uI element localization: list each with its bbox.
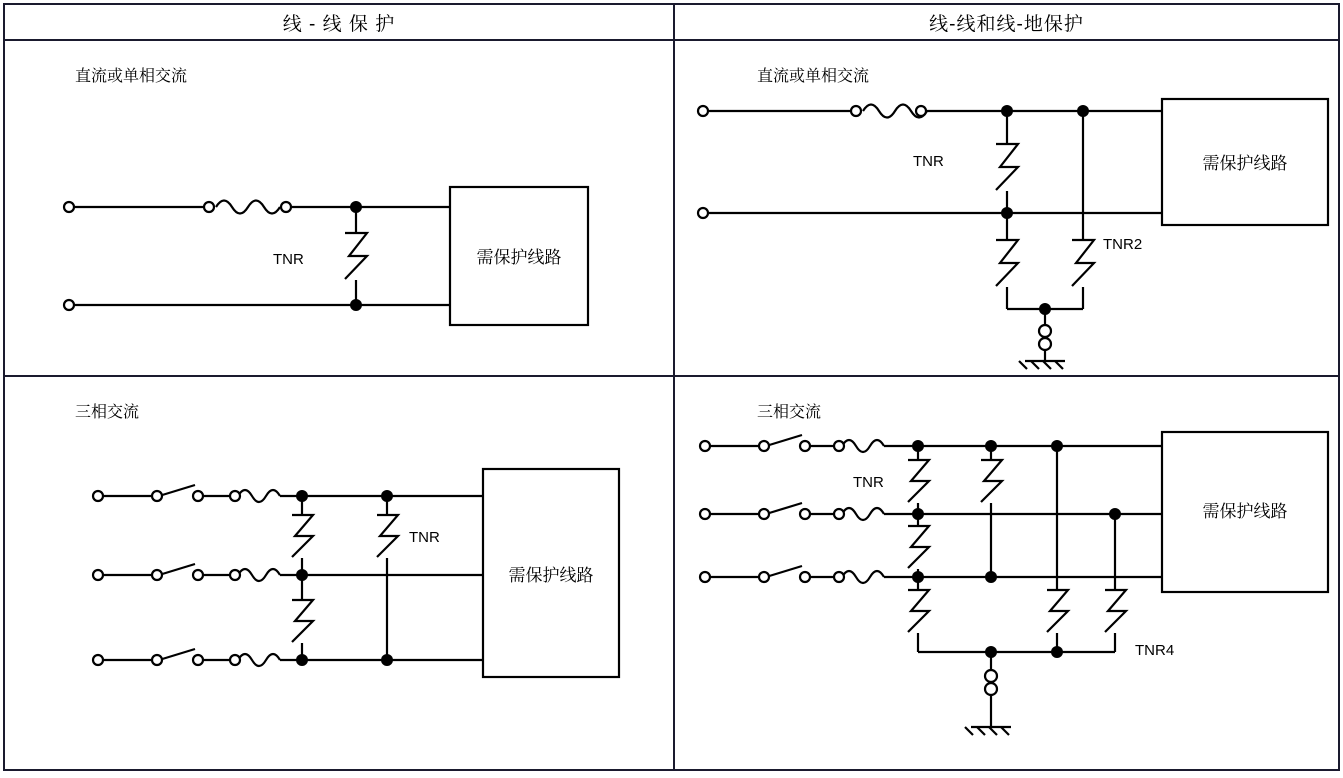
cell-title-dc-single-phase-left: 直流或单相交流 [75,68,188,85]
header-line-to-line-label: 线 - 线 保 护 [282,13,396,35]
label-tnr-2: TNR [913,153,944,170]
label-protected-circuit-1: 需保护线路 [476,248,562,267]
label-tnr2: TNR2 [1103,236,1143,253]
cell-line-to-line-dc-single-phase [5,41,675,377]
header-line-to-line [5,5,675,41]
cell-line-to-line-three-phase [5,377,675,769]
cell-title-three-phase-left: 三相交流 [75,404,140,421]
cell-title-dc-single-phase-right: 直流或单相交流 [757,68,870,85]
label-protected-circuit-2: 需保护线路 [1202,154,1288,173]
schematic-line-ground-dc [675,41,1338,375]
label-tnr4: TNR4 [1135,642,1175,659]
cell-title-three-phase-right: 三相交流 [757,404,822,421]
label-tnr-1: TNR [273,251,304,268]
cell-line-ground-three-phase [675,377,1338,769]
label-protected-circuit-3: 需保护线路 [508,566,594,585]
header-line-to-line-and-line-to-ground-label: 线-线和线-地保护 [929,13,1084,35]
schematic-line-to-line-dc [5,41,673,375]
cell-line-ground-dc-single-phase [675,41,1338,377]
header-line-to-line-and-line-to-ground [675,5,1338,41]
label-tnr-3: TNR [409,529,440,546]
schematic-line-to-line-three-phase [5,377,673,769]
schematic-line-ground-three-phase [675,377,1338,769]
protection-schemes-table [3,3,1340,771]
label-tnr-4: TNR [853,474,884,491]
label-protected-circuit-4: 需保护线路 [1202,502,1288,521]
